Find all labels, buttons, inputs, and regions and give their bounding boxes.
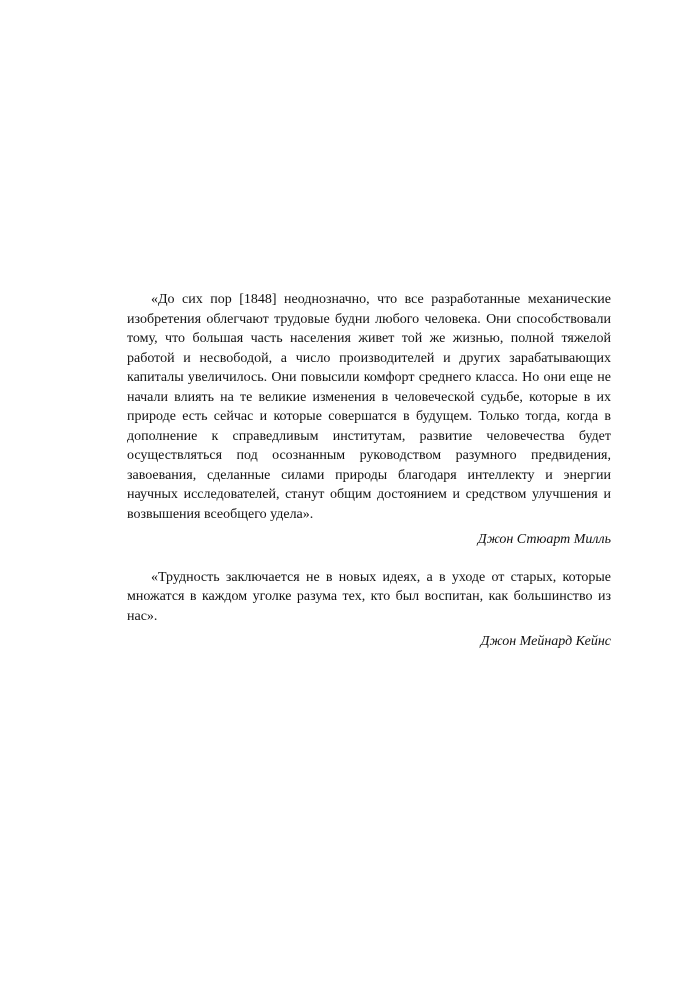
quote-author: Джон Мейнард Кейнс (480, 634, 611, 649)
epigraph-keynes (127, 568, 611, 652)
quote-text: «Трудность заключается не в новых идеях, а в уходе от старых, которые множатся в каждом уголке разума тех, кто был воспитан, как большинство из нас». (127, 569, 611, 624)
quote-text: «До сих пор [1848] неоднозначно, что все разработанные механические изобретения облегчают трудовые будни любого человека. Они способствовали тому, что большая часть населения живет той же жизнью, полной тяжелой работой и несвободой, а число производителей и других зарабатывающих капиталы увеличилось. Они повысили комфорт среднего класса. Но они еще не начали влиять на те великие изменения в человеческой судьбе, которые в их природе есть сейчас и которые совершатся в будущем. Только тогда, когда в дополнение к справедливым институтам, развитие человечества будет осуществляться под осознанным руководством разумного предвидения, завоевания, сделанные силами природы благодаря интеллекту и энергии научных исследователей, станут общим достоянием и средством улучшения и возвышения всеобщего удела». (127, 292, 611, 522)
epigraphs (127, 290, 611, 652)
quote-author: Джон Стюарт Милль (477, 532, 611, 547)
epigraph-mill (127, 290, 611, 550)
